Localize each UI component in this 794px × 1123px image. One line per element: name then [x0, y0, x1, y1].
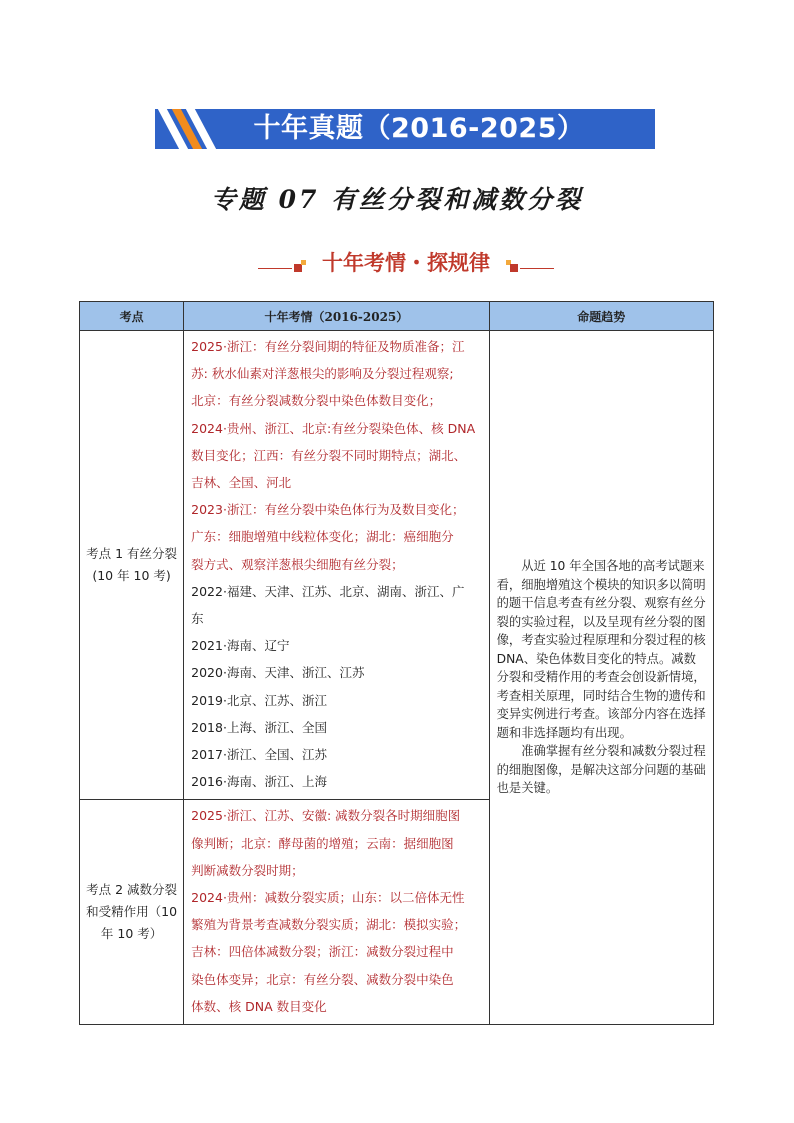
situation-line: 2020·海南、天津、浙江、江苏 [191, 665, 365, 681]
situation-line: 体数、核 DNA 数目变化 [191, 998, 327, 1014]
situation-line: 2021·海南、辽宁 [191, 638, 290, 654]
situation-line: 2024·贵州：减数分裂实质；山东：以二倍体无性 [191, 890, 465, 906]
banner-title: 十年真题（2016-2025） [253, 113, 585, 144]
situation-line: 吉林：四倍体减数分裂；浙江：减数分裂过程中 [191, 944, 454, 960]
situation-line: 2017·浙江、全国、江苏 [191, 747, 327, 763]
situation-line: 2025·浙江、江苏、安徽: 减数分裂各时期细胞图 [191, 808, 461, 824]
exam-analysis-table [79, 301, 714, 1025]
situation-cell [184, 800, 489, 1025]
heading-square-icon [510, 264, 518, 272]
situation-line: 染色体变异；北京：有丝分裂、减数分裂中染色 [191, 971, 454, 987]
situation-line: 2024·贵州、浙江、北京:有丝分裂染色体、核 DNA [191, 420, 476, 436]
exam-point-cell: 考点 1 有丝分裂(10 年 10 考) [80, 331, 184, 800]
header-situation: 十年考情（2016-2025） [184, 302, 489, 331]
trend-paragraph: 从近 10 年全国各地的高考试题来看，细胞增殖这个模块的知识多以简明的题干信息考查有丝分裂、观察有丝分裂的实验过程，以及呈现有丝分裂的图像，考查实验过程原理和分裂过程的核 DNA、染色体数目变化的特点。减数分裂和受精作用的考查会创设新情境，考查相关原理，同时结合生物的遗传和变异实例进行考查。该部分内容在选择题和非选择题均有出现。 [496, 559, 706, 740]
situation-line: 广东：细胞增殖中线粒体变化；湖北：癌细胞分 [191, 529, 454, 545]
situation-line: 2025·浙江：有丝分裂间期的特征及物质准备；江 [191, 339, 465, 354]
situation-line: 2016·海南、浙江、上海 [191, 774, 327, 790]
heading-square-icon [301, 260, 306, 265]
situation-line: 2022·福建、天津、江苏、北京、湖南、浙江、广 [191, 583, 465, 599]
header-point: 考点 [80, 302, 184, 331]
situation-line: 2023·浙江：有丝分裂中染色体行为及数目变化； [191, 502, 465, 518]
situation-line: 裂方式、观察洋葱根尖细胞有丝分裂； [191, 556, 404, 572]
trend-paragraph: 准确掌握有丝分裂和减数分裂过程的细胞图像，是解决这部分问题的基础也是关键。 [496, 744, 706, 796]
heading-rule-left [258, 268, 292, 269]
situation-line: 北京：有丝分裂减数分裂中染色体数目变化； [191, 393, 442, 409]
situation-line: 苏: 秋水仙素对洋葱根尖的影响及分裂过程观察; [191, 366, 454, 382]
situation-line: 判断减数分裂时期； [191, 862, 304, 878]
table-row [80, 331, 714, 800]
topic-title: 专题 07 有丝分裂和减数分裂 [210, 185, 584, 214]
header-trend: 命题趋势 [489, 302, 713, 331]
heading-square-icon [294, 264, 302, 272]
situation-line: 2019·北京、江苏、浙江 [191, 692, 327, 708]
heading-rule-right [520, 268, 554, 269]
situation-line: 2018·上海、浙江、全国 [191, 719, 327, 735]
situation-line: 东 [191, 611, 204, 627]
situation-line: 像判断；北京：酵母菌的增殖；云南：据细胞图 [191, 835, 454, 851]
section-heading [258, 248, 554, 278]
table-header-row [80, 302, 714, 331]
situation-line: 吉林、全国、河北 [191, 475, 292, 491]
situation-line: 繁殖为背景考查减数分裂实质；湖北：模拟实验； [191, 917, 467, 933]
section-heading-text: 十年考情・探规律 [322, 251, 490, 275]
trend-cell [489, 331, 713, 1025]
situation-cell [184, 331, 489, 800]
exam-point-cell: 考点 2 减数分裂和受精作用（10 年 10 考） [80, 800, 184, 1025]
title-banner [155, 109, 655, 149]
situation-line: 数目变化；江西：有丝分裂不同时期特点；湖北、 [191, 447, 467, 463]
